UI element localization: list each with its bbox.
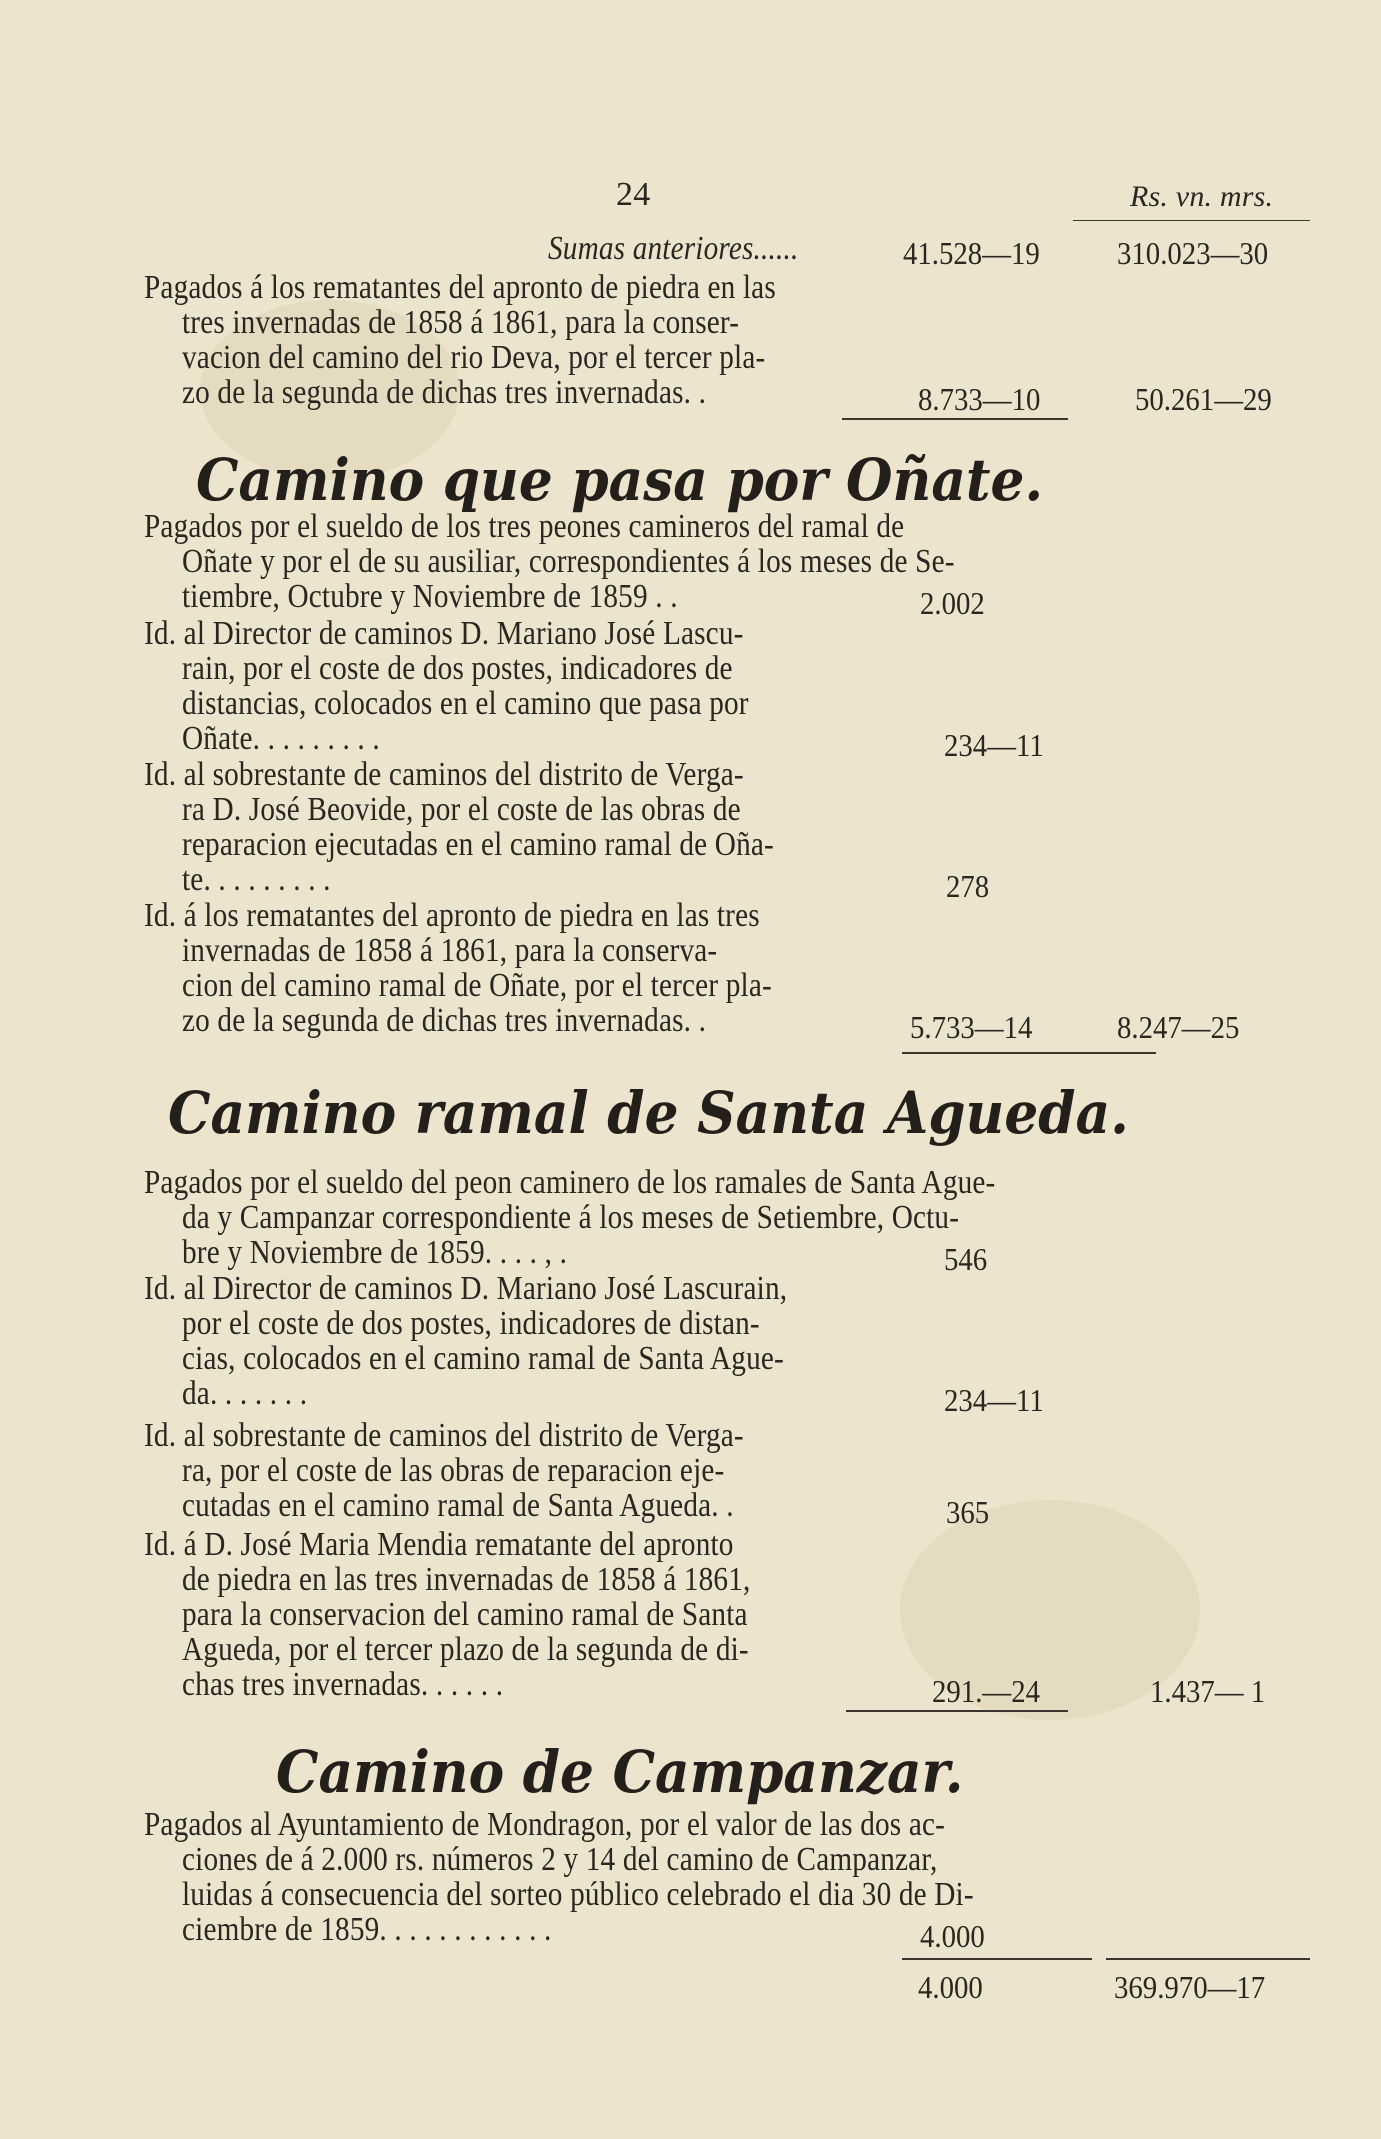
deva-line: tres invernadas de 1858 á 1861, para la conser- [182,304,740,341]
deva-total: 50.261—29 [1135,381,1272,417]
deva-amount: 8.733—10 [918,381,1041,417]
carry-col2: 310.023—30 [1117,235,1269,271]
entry-amount: 291.—24 [932,1673,1040,1709]
section-rule [842,418,1068,420]
entry-line: luidas á consecuencia del sorteo público celebrado el dia 30 de Di- [182,1876,974,1913]
entry-amount: 234—11 [944,1382,1044,1418]
entry-line: Id. al sobrestante de caminos del distrito de Verga- [144,1417,744,1454]
entry-line: Id. á los rematantes del apronto de piedra en las tres [144,897,760,934]
deva-line: vacion del camino del rio Deva, por el tercer pla- [182,339,766,376]
entry-line: rain, por el coste de dos postes, indicadores de [182,650,733,687]
entry-line: distancias, colocados en el camino que pasa por [182,685,749,722]
entry-amount: 4.000 [920,1918,985,1954]
grand-total: 369.970—17 [1114,1969,1266,2005]
entry-line: da y Campanzar correspondiente á los meses de Setiembre, Octu- [182,1199,960,1236]
entry-line: bre y Noviembre de 1859. . . . , . [182,1234,568,1271]
entry-line: tiembre, Octubre y Noviembre de 1859 . . [182,578,678,615]
section-rule [902,1052,1156,1054]
carry-label: Sumas anteriores...... [548,230,799,267]
page-number: 24 [616,176,651,213]
entry-line: Id. al Director de caminos D. Mariano José Lascurain, [144,1270,788,1307]
entry-amount: 546 [944,1241,988,1277]
entry-line: por el coste de dos postes, indicadores de distan- [182,1305,760,1342]
entry-line: ra D. José Beovide, por el coste de las obras de [182,791,741,828]
total-rule [1106,1958,1310,1960]
carry-col1: 41.528—19 [903,235,1040,271]
entry-line: reparacion ejecutadas en el camino ramal de Oña- [182,826,774,863]
entry-amount: 5.733—14 [910,1009,1033,1045]
entry-line: Pagados al Ayuntamiento de Mondragon, por el valor de las dos ac- [144,1806,946,1843]
entry-line: Id. á D. José Maria Mendia rematante del apronto [144,1526,734,1563]
deva-line: Pagados á los rematantes del apronto de piedra en las [144,269,776,306]
entry-line: ra, por el coste de las obras de reparacion eje- [182,1452,725,1489]
entry-amount: 278 [946,868,990,904]
entry-line: Pagados por el sueldo de los tres peones camineros del ramal de [144,508,905,545]
entry-line: para la conservacion del camino ramal de Santa [182,1596,748,1633]
deva-line: zo de la segunda de dichas tres invernadas. . [182,374,707,411]
entry-line: te. . . . . . . . . [182,861,331,898]
entry-amount: 365 [946,1494,990,1530]
entry-line: Oñate. . . . . . . . . [182,720,380,757]
entry-line: ciembre de 1859. . . . . . . . . . . . [182,1911,552,1948]
total-rule [902,1958,1092,1960]
entry-line: cion del camino ramal de Oñate, por el tercer pla- [182,967,772,1004]
entry-line: Agueda, por el tercer plazo de la segunda de di- [182,1631,749,1668]
entry-line: Id. al sobrestante de caminos del distrito de Verga- [144,756,744,793]
section-title: Camino de Campanzar. [276,1738,964,1806]
entry-line: da. . . . . . . [182,1375,308,1412]
header-rule [1073,220,1310,221]
entry-line: invernadas de 1858 á 1861, para la conserva- [182,932,718,969]
entry-line: Pagados por el sueldo del peon caminero de los ramales de Santa Ague- [144,1164,996,1201]
section-total: 8.247—25 [1117,1009,1240,1045]
currency-header: Rs. vn. mrs. [1130,180,1274,213]
footer-col1-total: 4.000 [918,1969,983,2005]
entry-line: chas tres invernadas. . . . . . [182,1666,504,1703]
section-title: Camino que pasa por Oñate. [196,446,1044,514]
entry-line: ciones de á 2.000 rs. números 2 y 14 del camino de Campanzar, [182,1841,938,1878]
entry-amount: 2.002 [920,585,985,621]
entry-line: zo de la segunda de dichas tres invernadas. . [182,1002,707,1039]
section-title: Camino ramal de Santa Agueda. [168,1079,1129,1147]
entry-amount: 234—11 [944,727,1044,763]
entry-line: Oñate y por el de su ausiliar, correspondientes á los meses de Se- [182,543,955,580]
entry-line: cutadas en el camino ramal de Santa Agueda. . [182,1487,734,1524]
section-rule [846,1710,1068,1712]
section-total: 1.437— 1 [1150,1673,1266,1709]
entry-line: de piedra en las tres invernadas de 1858 á 1861, [182,1561,751,1598]
entry-line: Id. al Director de caminos D. Mariano José Lascu- [144,615,744,652]
entry-line: cias, colocados en el camino ramal de Santa Ague- [182,1340,784,1377]
